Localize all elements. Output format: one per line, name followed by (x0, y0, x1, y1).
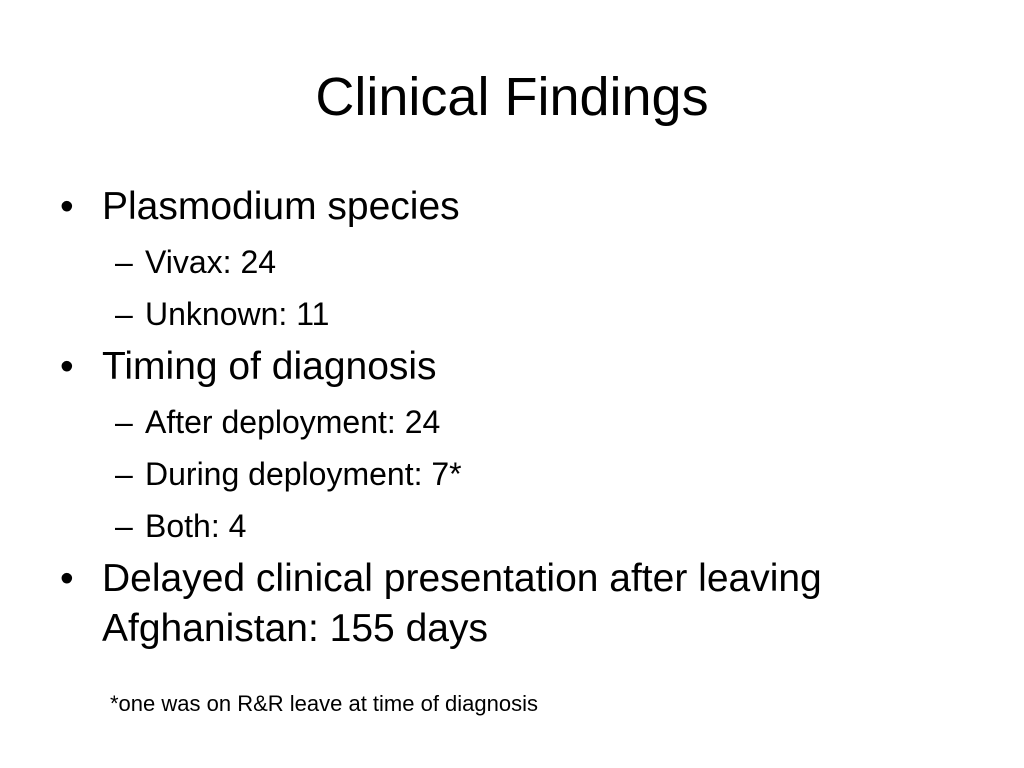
bullet-item (60, 182, 960, 232)
bullet-item (60, 554, 960, 654)
sub-item (115, 448, 960, 500)
slide-title: Clinical Findings (315, 67, 709, 127)
sub-item (115, 288, 960, 340)
sub-item-text: Both: 4 (145, 508, 247, 544)
sub-item (115, 500, 960, 552)
sub-item-text: Unknown: 11 (145, 296, 330, 332)
bullet-icon: • (60, 185, 74, 228)
bullet-text: Timing of diagnosis (102, 345, 437, 388)
footnote: *one was on R&R leave at time of diagnosis (110, 691, 539, 716)
sub-list-container (60, 236, 960, 340)
sub-list (60, 396, 960, 552)
dash-icon: – (115, 404, 133, 440)
bullet-icon: • (60, 345, 74, 388)
sub-item (115, 396, 960, 448)
dash-icon: – (115, 296, 133, 332)
bullet-list (60, 182, 960, 654)
sub-item (115, 236, 960, 288)
sub-item-text: Vivax: 24 (145, 244, 277, 280)
dash-icon: – (115, 244, 133, 280)
sub-list-container (60, 396, 960, 552)
sub-item-text: During deployment: 7* (145, 456, 462, 492)
bullet-item (60, 342, 960, 392)
dash-icon: – (115, 508, 133, 544)
sub-item-text: After deployment: 24 (145, 404, 441, 440)
sub-list (60, 236, 960, 340)
bullet-text: Delayed clinical presentation after leaving Afghanistan: 155 days (102, 557, 822, 650)
dash-icon: – (115, 456, 133, 492)
bullet-text: Plasmodium species (102, 185, 460, 228)
bullet-icon: • (60, 557, 74, 600)
